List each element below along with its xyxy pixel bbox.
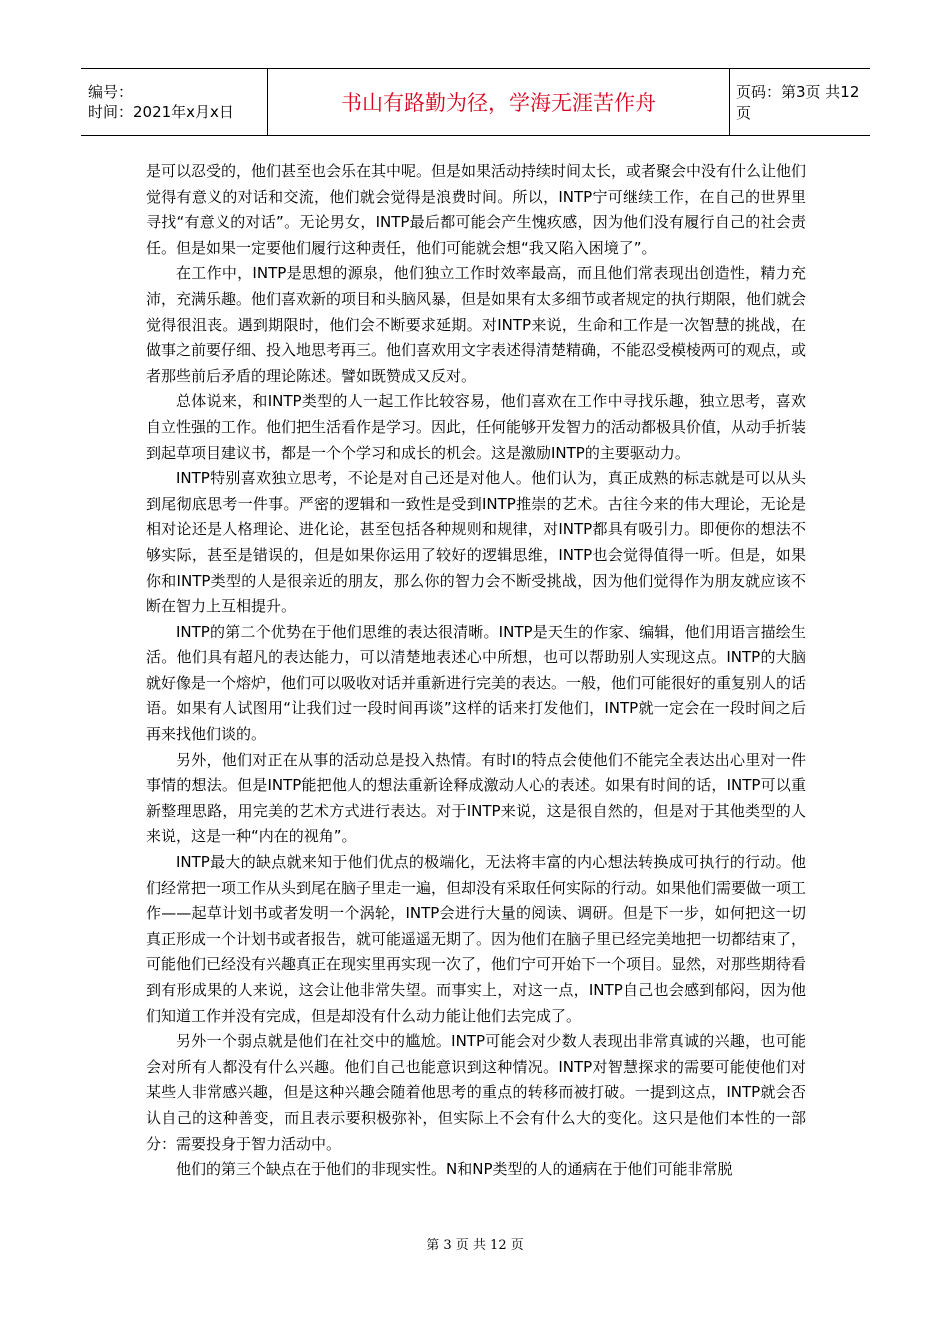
- page-footer: 第 3 页 共 12 页: [426, 1238, 524, 1253]
- header-page-cell: [730, 69, 870, 135]
- header-motto: 书山有路勤为径，学海无涯苦作舟: [341, 91, 656, 115]
- paragraph-1: 是可以忍受的，他们甚至也会乐在其中呢。但是如果活动持续时间太长，或者聚会中没有什么让他们觉得有意义的对话和交流，他们就会觉得是浪费时间。所以，INTP宁可继续工作，在自己的世界里寻找“有意义的对话”。无论男女，INTP最后都可能会产生愧疚感，因为他们没有履行自己的社会责任。但是如果一定要他们履行这种责任，他们可能就会想“我又陷入困境了”。: [146, 162, 807, 257]
- paragraph-2: 在工作中，INTP是思想的源泉，他们独立工作时效率最高，而且他们常表现出创造性，精力充沛，充满乐趣。他们喜欢新的项目和头脑风暴，但是如果有太多细节或者规定的执行期限，他们就会觉得很沮丧。遇到期限时，他们会不断要求延期。对INTP来说，生命和工作是一次智慧的挑战，在做事之前要仔细、投入地思考再三。他们喜欢用文字表述得清楚精确，不能忍受模棱两可的观点，或者那些前后矛盾的理论陈述。譬如既赞成又反对。: [146, 264, 807, 385]
- document-date: 时间：2021年x月x日: [88, 103, 234, 121]
- header-motto-cell: [268, 69, 730, 135]
- paragraph-3: 总体说来，和INTP类型的人一起工作比较容易，他们喜欢在工作中寻找乐趣，独立思考，喜欢自立性强的工作。他们把生活看作是学习。因此，任何能够开发智力的活动都极具价值，从动手折装到起草项目建议书，都是一个个学习和成长的机会。这是激励INTP的主要驱动力。: [146, 392, 807, 462]
- page-header: [81, 68, 870, 136]
- paragraph-8: 另外一个弱点就是他们在社交中的尴尬。INTP可能会对少数人表现出非常真诚的兴趣，也可能会对所有人都没有什么兴趣。他们自己也能意识到这种情况。INTP对智慧探求的需要可能使他们对某些人非常感兴趣，但是这种兴趣会随着他思考的重点的转移而被打破。一提到这点，INTP就会否认自己的这种善变，而且表示要积极弥补，但实际上不会有什么大的变化。这只是他们本性的一部分：需要投身于智力活动中。: [146, 1032, 806, 1153]
- paragraph-7: INTP最大的缺点就来知于他们优点的极端化，无法将丰富的内心想法转换成可执行的行动。他们经常把一项工作从头到尾在脑子里走一遍，但却没有采取任何实际的行动。如果他们需要做一项工作——起草计划书或者发明一个涡轮，INTP会进行大量的阅读、调研。但是下一步，如何把这一切真正形成一个计划书或者报告，就可能遥遥无期了。因为他们在脑子里已经完美地把一切都结束了，可能他们已经没有兴趣真正在现实里再实现一次了，他们宁可开始下一个项目。显然，对那些期待看到有形成果的人来说，这会让他非常失望。而事实上，对这一点，INTP自己也会感到郁闷，因为他们知道工作并没有完成，但是却没有什么动力能让他们去完成了。: [146, 853, 807, 1025]
- header-meta: [81, 69, 268, 135]
- paragraph-5: INTP的第二个优势在于他们思维的表达很清晰。INTP是天生的作家、编辑，他们用语言描绘生活。他们具有超凡的表达能力，可以清楚地表述心中所想，也可以帮助别人实现这点。INTP的大脑就好像是一个熔炉，他们可以吸收对话并重新进行完美的表达。一般，他们可能很好的重复别人的话语。如果有人试图用“让我们过一段时间再谈”这样的话来打发他们，INTP就一定会在一段时间之后再来找他们谈的。: [146, 622, 807, 744]
- header-page-info: 页码：第3页 共12页: [736, 83, 860, 122]
- paragraph-4: INTP特别喜欢独立思考，不论是对自己还是对他人。他们认为，真正成熟的标志就是可以从头到尾彻底思考一件事。严密的逻辑和一致性是受到INTP推崇的艺术。古往今来的伟大理论，无论是相对论还是人格理论、进化论，甚至包括各种规则和规律，对INTP都具有吸引力。即便你的想法不够实际，甚至是错误的，但是如果你运用了较好的逻辑思维，INTP也会觉得值得一听。但是，如果你和INTP类型的人是很亲近的朋友，那么你的智力会不断受挑战，因为他们觉得作为朋友就应该不断在智力上互相提升。: [146, 469, 806, 616]
- paragraph-6: 另外，他们对正在从事的活动总是投入热情。有时I的特点会使他们不能完全表达出心里对一件事情的想法。但是INTP能把他人的想法重新诠释成激动人心的表述。如果有时间的话，INTP可以重新整理思路，用完美的艺术方式进行表达。对于INTP来说，这是很自然的，但是对于其他类型的人来说，这是一种“内在的视角”。: [146, 750, 806, 846]
- paragraph-9: 他们的第三个缺点在于他们的非现实性。N和NP类型的人的通病在于他们可能非常脱: [176, 1160, 733, 1179]
- document-number-label: 编号：: [88, 83, 134, 101]
- document-body: [146, 159, 806, 1183]
